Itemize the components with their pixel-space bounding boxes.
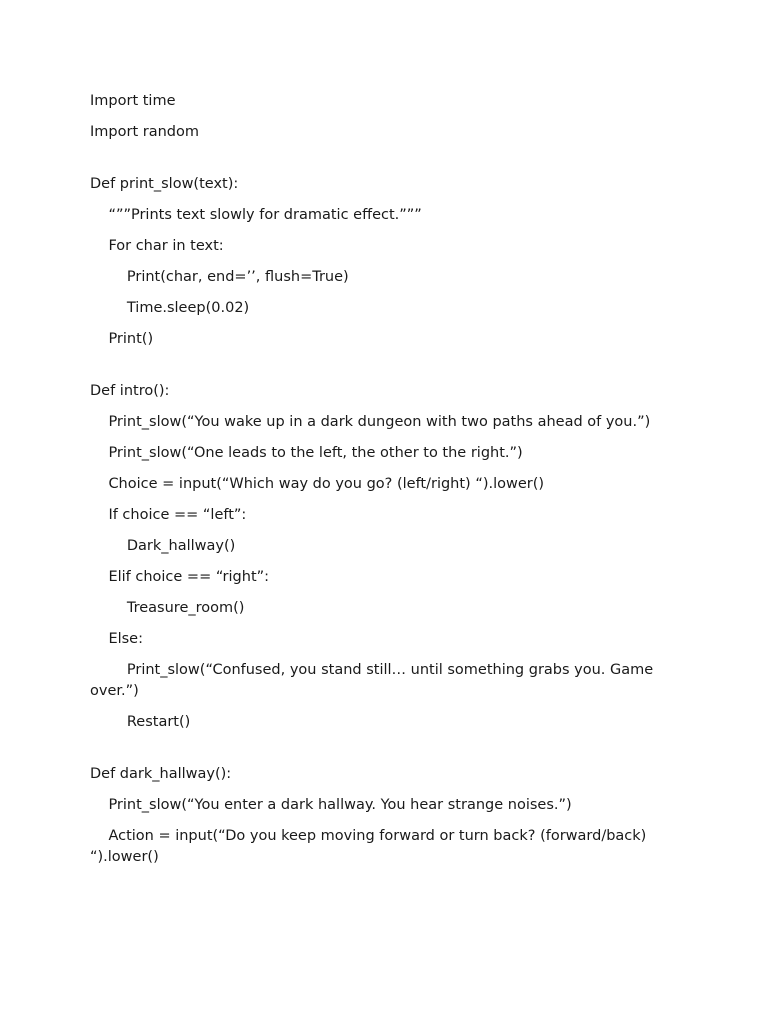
blank-line — [90, 360, 686, 381]
code-line: Print() — [90, 331, 154, 347]
code-line: Elif choice == “right”: — [90, 569, 270, 585]
code-line: Print_slow(“You enter a dark hallway. You hear strange noises.”) — [90, 797, 572, 813]
document-page — [90, 91, 686, 878]
code-line: Dark_hallway() — [90, 538, 236, 554]
code-line: Restart() — [90, 714, 191, 730]
code-line: Choice = input(“Which way do you go? (left/right) “).lower() — [90, 476, 545, 492]
code-line: Import time — [90, 93, 176, 109]
code-line: Treasure_room() — [90, 600, 245, 616]
blank-line — [90, 153, 686, 174]
code-line: “””Prints text slowly for dramatic effect.””” — [90, 207, 422, 223]
code-line: Import random — [90, 124, 199, 140]
blank-line — [90, 743, 686, 764]
code-line: Def print_slow(text): — [90, 176, 239, 192]
code-line: For char in text: — [90, 238, 224, 254]
code-line: Time.sleep(0.02) — [90, 300, 250, 316]
code-line: Def dark_hallway(): — [90, 766, 232, 782]
code-line: Action = input(“Do you keep moving forward or turn back? (forward/back) “).lower() — [90, 828, 651, 865]
code-line: Else: — [90, 631, 143, 647]
code-line: Print_slow(“One leads to the left, the other to the right.”) — [90, 445, 523, 461]
code-line: Def intro(): — [90, 383, 170, 399]
code-line: If choice == “left”: — [90, 507, 247, 523]
code-line: Print_slow(“Confused, you stand still… until something grabs you. Game over.”) — [90, 662, 658, 699]
code-line: Print(char, end=’’, flush=True) — [90, 269, 349, 285]
code-line: Print_slow(“You wake up in a dark dungeon with two paths ahead of you.”) — [90, 414, 651, 430]
